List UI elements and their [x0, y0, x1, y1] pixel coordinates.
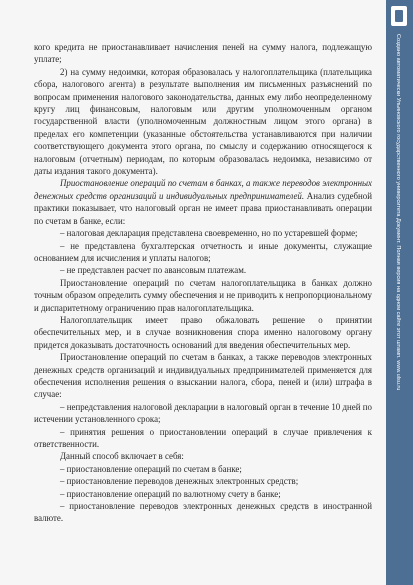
- list-item: – не представлена бухгалтерская отчетность и иные документы, служащие основанием для исчисления и уплаты налогов;: [34, 240, 372, 263]
- paragraph: Приостановление операций по счетам налогоплательщика в банках должно точным образом определить сумму обеспечения и не приводить к непропорциональному и диспаритетному ограничению прав налогоплательщика.: [34, 277, 372, 313]
- university-logo-icon: [391, 6, 407, 26]
- list-item: – приостановление операций по валютному счету в банке;: [60, 488, 281, 499]
- paragraph: кого кредита не приостанавливает начисления пеней на сумму налога, подлежащую уплате;: [34, 42, 372, 65]
- list-item: – налоговая декларация представлена своевременно, но по устаревшей форме;: [60, 228, 358, 239]
- list-item: – приостановление переводов денежных электронных средств;: [60, 476, 299, 487]
- document-body: [34, 41, 372, 525]
- paragraph: Данный способ включает в себя:: [60, 451, 184, 462]
- paragraph: Налогоплательщик имеет право обжаловать решение о принятии обеспечительных мер, и в случае возникновения спора именно налоговому органу придется доказывать достаточность оснований для введения обеспечительных мер.: [34, 314, 372, 350]
- paragraph: 2) на сумму недоимки, которая образовалась у налогоплательщика (плательщика сбора, налогового агента) в результате выполнения им письменных разъяснений по вопросам применения налогового законодательства, данных ему либо неопределенному кругу лиц финансовым, налоговым или другим уполномоченным органом государственной власти (уполномоченным должностным лицом этого органа) в пределах его компетенции (указанные обстоятельства устанавливаются при наличии соответствующего документа этого органа, по смыслу и содержанию относящегося к налоговым (отчетным) периодам, по которым образовалась недоимка, независимо от даты издания такого документа).: [34, 66, 372, 177]
- sidebar-watermark-strip: [386, 0, 413, 585]
- list-item: – приостановление операций по счетам в банке;: [60, 463, 242, 474]
- paragraph: [34, 177, 372, 227]
- list-item: – не представлен расчет по авансовым платежам.: [60, 265, 247, 276]
- italic-heading: Приостановление операций по счетам в банках, а также переводов электронных денежных средств организаций и индивидуальных предпринимателей.: [34, 178, 372, 201]
- paragraph: Приостановление операций по счетам в банках, а также переводов электронных денежных средств организаций и индивидуальных предпринимателей применяется для обеспечения исполнения решения о взыскании налога, сбора, пеней и (или) штрафа в случае:: [34, 352, 372, 400]
- list-item: – принятия решения о приостановлении операций в случае привлечения к ответственности.: [34, 426, 372, 449]
- watermark-caption: Создано автоматически Ульяновского государственного университета Документ. Полная версия на одном сайте этот штамп. www.ulsu.ru: [395, 34, 401, 391]
- paragraph-text: Анализ судебной практики показывает, что налоговый орган не имеет права приостанавливать операции по счетам в банке, если:: [34, 190, 372, 226]
- list-item: – непредставления налоговой декларации в налоговый орган в течение 10 дней по истечении установленного срока;: [34, 401, 372, 425]
- list-item: – приостановление переводов электронных денежных средств в иностранной валюте.: [34, 501, 372, 524]
